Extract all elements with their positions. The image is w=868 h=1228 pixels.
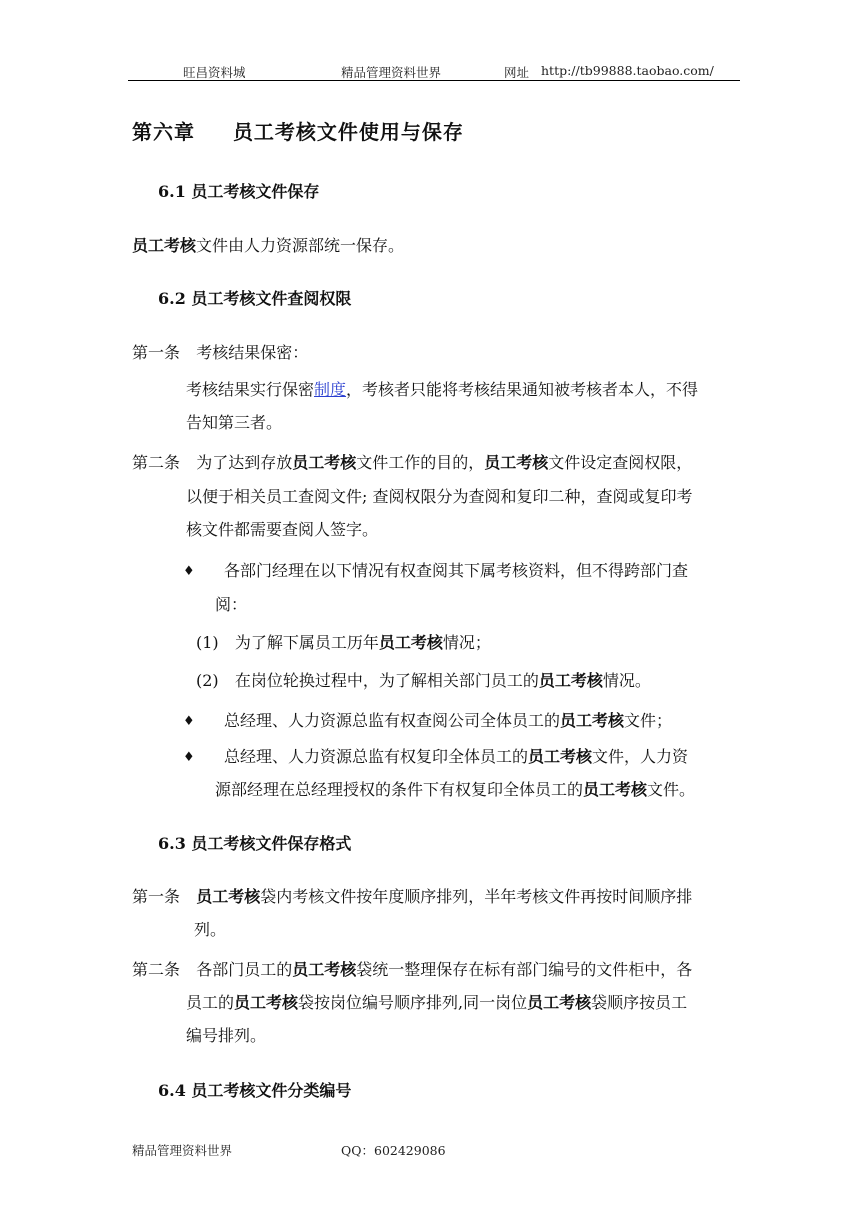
bullet-3-line-1 xyxy=(224,747,688,767)
qq-number: 602429086 xyxy=(374,1143,446,1158)
text: 文件； xyxy=(624,711,673,730)
text: 为了达到存放 xyxy=(196,453,293,472)
bold-term: 员工考核 xyxy=(583,780,648,799)
text: 情况。 xyxy=(602,671,651,690)
article-1-line-2: 告知第三者。 xyxy=(186,413,283,432)
text: 考核结果实行保密 xyxy=(186,380,315,399)
text: 袋按岗位编号顺序排列,同一岗位 xyxy=(298,993,528,1012)
chapter-name: 员工考核文件使用与保存 xyxy=(232,120,464,144)
article-4-line-3: 编号排列。 xyxy=(186,1026,267,1045)
text: 员工的 xyxy=(186,993,235,1012)
article-4-line-2 xyxy=(186,993,687,1013)
list-number: (1) xyxy=(196,633,219,652)
bold-term: 员工考核 xyxy=(132,236,197,255)
text: 为了解下属员工历年 xyxy=(234,633,379,652)
bold-term: 员工考核 xyxy=(292,453,357,472)
header-site-name: 旺昌资料城 xyxy=(183,65,246,80)
section-number: 6.4 xyxy=(158,1081,186,1100)
text: 袋统一整理保存在标有部门编号的文件柜中，各 xyxy=(356,960,693,979)
article-3-line-1 xyxy=(132,887,692,907)
article-label: 第一条 xyxy=(132,887,181,906)
bold-term: 员工考核 xyxy=(527,993,592,1012)
text: 情况； xyxy=(442,633,491,652)
bold-term: 员工考核 xyxy=(378,633,443,652)
text: ，考核者只能将考核结果通知被考核者本人，不得 xyxy=(346,380,699,399)
bullet-1-line-1: 各部门经理在以下情况有权查阅其下属考核资料，但不得跨部门查 xyxy=(224,561,689,580)
section-title: 员工考核文件分类编号 xyxy=(191,1081,352,1100)
header-divider xyxy=(128,80,740,81)
section-title: 员工考核文件查阅权限 xyxy=(191,289,352,308)
footer-qq xyxy=(341,1141,446,1159)
text: 文件，人力资 xyxy=(592,747,689,766)
section-heading-6-2 xyxy=(158,289,351,309)
section-heading-6-3 xyxy=(158,834,351,854)
text: 各部门员工的 xyxy=(196,960,293,979)
bold-term: 员工考核 xyxy=(484,453,549,472)
header-url-label: 网址 xyxy=(504,65,530,80)
section-number: 6.2 xyxy=(158,289,186,308)
list-item-1 xyxy=(196,633,491,653)
article-3-line-2: 列。 xyxy=(194,920,227,939)
bold-term: 员工考核 xyxy=(234,993,299,1012)
article-label: 第一条 xyxy=(132,343,181,362)
text: 文件由人力资源部统一保存。 xyxy=(196,236,405,255)
text: 文件。 xyxy=(647,780,696,799)
section-heading-6-1 xyxy=(158,182,319,202)
header-url[interactable]: http://tb99888.taobao.com/ xyxy=(541,63,714,78)
bullet-diamond-icon: ♦ xyxy=(183,564,195,579)
bold-term: 员工考核 xyxy=(196,887,261,906)
section-title: 员工考核文件保存 xyxy=(191,182,320,201)
article-1-heading xyxy=(132,343,308,363)
section-number: 6.1 xyxy=(158,182,186,201)
article-2-line-3: 核文件都需要查阅人签字。 xyxy=(186,520,379,539)
bullet-3-line-2 xyxy=(215,780,695,800)
article-2-line-2: 以便于相关员工查阅文件; 查阅权限分为查阅和复印二种，查阅或复印考 xyxy=(186,487,693,506)
section-title: 员工考核文件保存格式 xyxy=(191,834,352,853)
text: 在岗位轮换过程中，为了解相关部门员工的 xyxy=(234,671,539,690)
bold-term: 员工考核 xyxy=(560,711,625,730)
bold-term: 员工考核 xyxy=(292,960,357,979)
text: 袋内考核文件按年度顺序排列，半年考核文件再按时间顺序排 xyxy=(260,887,693,906)
chapter-title xyxy=(132,122,464,142)
article-2-line-1 xyxy=(132,453,692,473)
paragraph xyxy=(132,236,404,256)
article-label: 第二条 xyxy=(132,960,181,979)
article-1-line-1 xyxy=(186,380,698,400)
bullet-diamond-icon: ♦ xyxy=(183,750,195,765)
text: 源部经理在总经理授权的条件下有权复印全体员工的 xyxy=(215,780,584,799)
bold-term: 员工考核 xyxy=(528,747,593,766)
text: 文件工作的目的， xyxy=(356,453,485,472)
bullet-diamond-icon: ♦ xyxy=(183,714,195,729)
bullet-1-line-2: 阅： xyxy=(215,595,248,614)
header-slogan: 精品管理资料世界 xyxy=(341,65,442,80)
article-title: 考核结果保密： xyxy=(196,343,309,362)
section-number: 6.3 xyxy=(158,834,186,853)
article-4-line-1 xyxy=(132,960,692,980)
text: 总经理、人力资源总监有权复印全体员工的 xyxy=(224,747,529,766)
text: 袋顺序按员工 xyxy=(591,993,688,1012)
bullet-2-line-1 xyxy=(224,711,672,731)
qq-label: QQ： xyxy=(341,1143,374,1158)
footer-slogan: 精品管理资料世界 xyxy=(132,1143,233,1158)
chapter-number: 第六章 xyxy=(132,120,195,144)
list-number: (2) xyxy=(196,671,219,690)
text: 文件设定查阅权限， xyxy=(548,453,693,472)
text: 总经理、人力资源总监有权查阅公司全体员工的 xyxy=(224,711,561,730)
bold-term: 员工考核 xyxy=(538,671,603,690)
system-link[interactable]: 制度 xyxy=(314,380,347,399)
list-item-2 xyxy=(196,671,651,691)
section-heading-6-4 xyxy=(158,1081,351,1101)
article-label: 第二条 xyxy=(132,453,181,472)
